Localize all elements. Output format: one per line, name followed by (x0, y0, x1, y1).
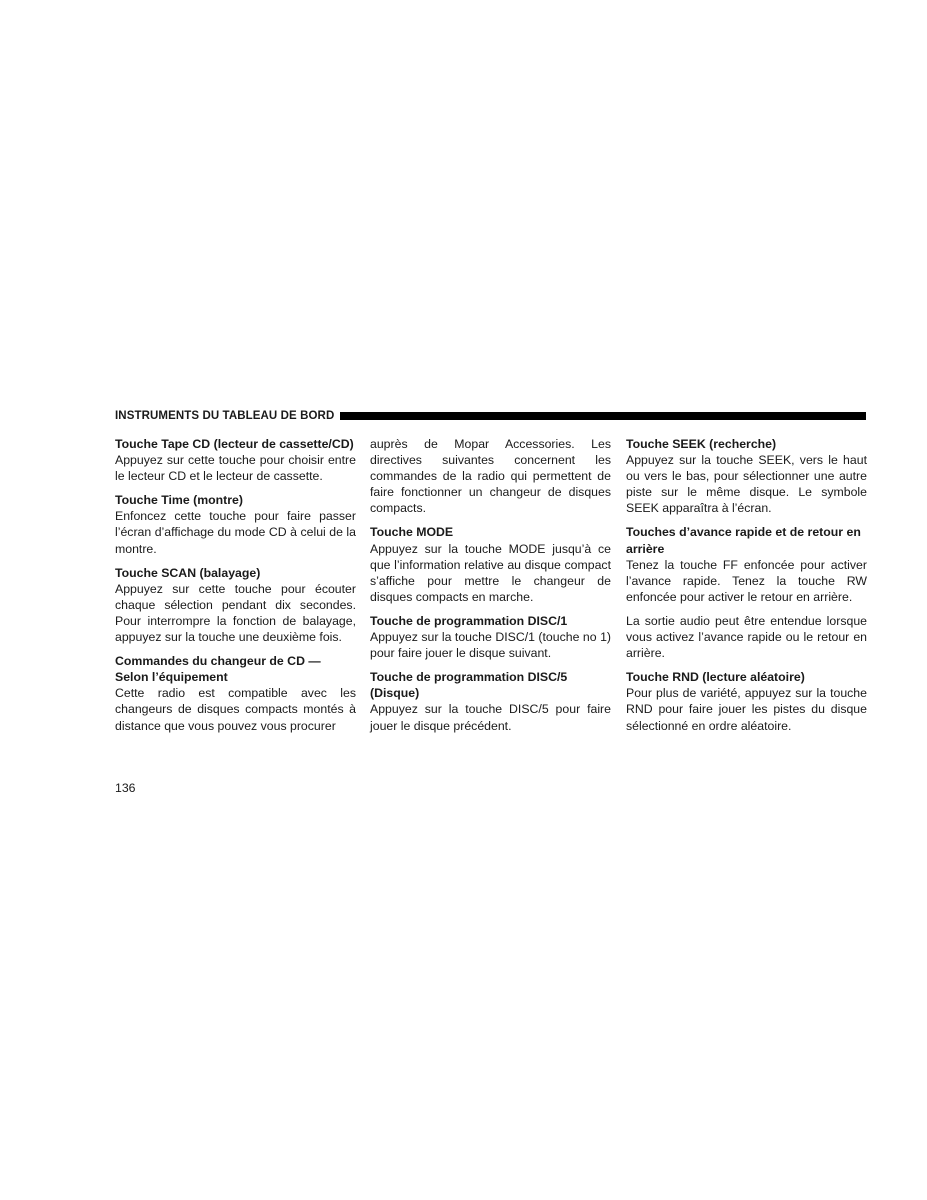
section-heading: Touche Time (montre) (115, 493, 243, 508)
section-body: Appuyez sur la touche DISC/1 (touche no 1) pour faire jouer le disque suivant. (370, 630, 611, 661)
section-heading: Touches d’avance rapide et de retour en arrière (626, 525, 861, 556)
section-body: Tenez la touche FF enfoncée pour activer l’avance rapide. Tenez la touche RW enfoncée pour activer le retour en arrière. (626, 557, 867, 604)
section-mode (370, 524, 611, 604)
section-cd-changer-continued (370, 436, 611, 516)
section-heading: Touche MODE (370, 525, 454, 540)
section-body: Appuyez sur la touche SEEK, vers le haut ou vers le bas, pour sélectionner une autre piste sur le même disque. Le symbole SEEK apparaîtra à l’écran. (626, 453, 867, 516)
section-body: Appuyez sur la touche DISC/5 pour faire jouer le disque précédent. (370, 702, 611, 733)
section-heading: Touche SEEK (recherche) (626, 437, 777, 451)
section-body: auprès de Mopar Accessories. Les directives suivantes concernent les commandes de la radio qui permettent de faire fonctionner un changeur de disques compacts. (370, 437, 611, 516)
section-body: Pour plus de variété, appuyez sur la touche RND pour faire jouer les pistes du disque sélectionné en ordre aléatoire. (626, 686, 867, 733)
section-disc-1 (370, 613, 611, 661)
section-scan (115, 565, 356, 645)
page-number: 136 (115, 781, 136, 795)
section-heading: Touche Tape CD (lecteur de cassette/CD) (115, 437, 354, 451)
section-heading: Touche de programmation DISC/5 (Disque) (370, 670, 568, 701)
section-ff-rw (626, 524, 867, 604)
section-body: Appuyez sur cette touche pour choisir entre le lecteur CD et le lecteur de cassette. (115, 453, 356, 484)
section-body: La sortie audio peut être entendue lorsque vous activez l’avance rapide ou le retour en arrière. (626, 613, 867, 661)
section-heading: Touche RND (lecture aléatoire) (626, 670, 805, 685)
section-body: Cette radio est compatible avec les changeurs de disques compacts montés à distance que vous pouvez vous procurer (115, 686, 356, 733)
running-header (115, 408, 866, 424)
section-title: INSTRUMENTS DU TABLEAU DE BORD (115, 410, 335, 422)
section-time (115, 492, 356, 556)
text-column-3 (626, 436, 867, 742)
section-tape-cd (115, 436, 356, 484)
section-audio-note (626, 613, 867, 661)
section-disc-5 (370, 669, 611, 733)
section-heading: Touche de programmation DISC/1 (370, 613, 568, 628)
text-column-2 (370, 436, 611, 742)
section-body: Appuyez sur cette touche pour écouter chaque sélection pendant dix secondes. Pour interrompre la fonction de balayage, appuyez sur la touche une deuxième fois. (115, 581, 356, 645)
section-body: Appuyez sur la touche MODE jusqu’à ce que l’information relative au disque compact s’affiche pour mettre le changeur de disques compacts en marche. (370, 541, 611, 604)
section-heading: Commandes du changeur de CD — Selon l’équipement (115, 654, 321, 685)
section-heading: Touche SCAN (balayage) (115, 565, 261, 580)
section-body: Enfoncez cette touche pour faire passer l’écran d’affichage du mode CD à celui de la montre. (115, 509, 356, 556)
text-column-1 (115, 436, 356, 742)
section-seek (626, 436, 867, 516)
section-cd-changer (115, 653, 356, 733)
section-rnd (626, 669, 867, 733)
header-rule (340, 412, 866, 420)
